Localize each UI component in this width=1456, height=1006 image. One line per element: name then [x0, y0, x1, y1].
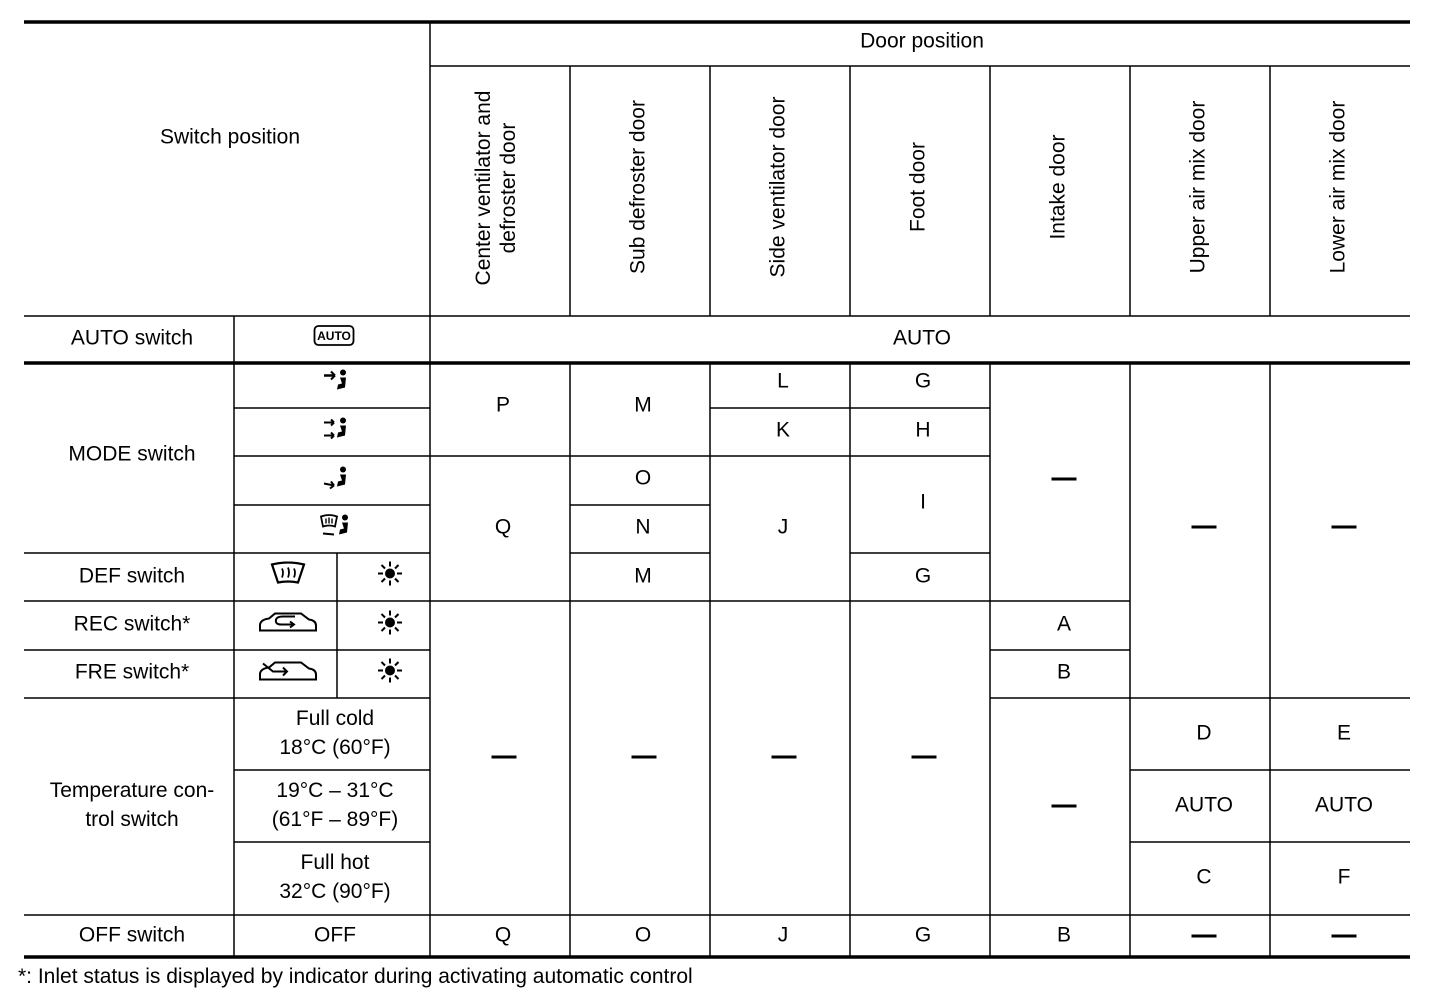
cell-sub-defroster-off: O	[634, 923, 652, 947]
cell-intake-fre: B	[1056, 660, 1072, 684]
auto-button-icon	[313, 325, 355, 352]
defroster-icon	[270, 562, 306, 591]
fre-switch-label: FRE switch*	[74, 660, 190, 684]
column-header-line: Center ventilator and	[472, 90, 495, 286]
full-cold-line: Full cold	[295, 707, 375, 730]
cell-lower-air-mix-dash	[1332, 526, 1357, 529]
cell-foot-vent: G	[914, 369, 932, 393]
cell-center-vent-off: Q	[494, 923, 512, 947]
bi-level-mode-icon	[321, 416, 351, 447]
foot-mode-icon	[321, 465, 351, 496]
recirculation-icon	[257, 611, 319, 640]
mid-temperature-line: (61°F – 89°F)	[271, 808, 399, 831]
cell-intake-rec: A	[1056, 612, 1072, 636]
cell-side-vent-vent: L	[777, 369, 789, 393]
cell-side-vent-foot-def: J	[777, 515, 789, 539]
cell-upper-air-mix-dash	[1192, 526, 1217, 529]
auto-row-value: AUTO	[893, 326, 951, 350]
footnote: *: Inlet status is displayed by indicator during activating automatic control	[18, 965, 693, 988]
cell-sub-defroster-vent-bilevel: M	[634, 393, 652, 417]
vent-mode-icon	[321, 368, 351, 399]
auto-switch-label: AUTO switch	[70, 326, 194, 350]
cell-center-vent-rec-temp-dash	[492, 756, 517, 759]
column-header-line: Foot door	[906, 142, 930, 232]
cell-intake-temp-dash	[1052, 805, 1077, 808]
rec-switch-label: REC switch*	[73, 612, 191, 636]
full-hot-line: Full hot	[300, 851, 370, 874]
cell-foot-off: G	[914, 923, 932, 947]
off-switch-sub: OFF	[314, 923, 356, 947]
cell-upper-air-mix-full-cold: D	[1196, 721, 1212, 745]
column-header-line: Intake door	[1046, 134, 1070, 240]
mid-temperature-setting	[272, 776, 399, 834]
mode-switch-label: MODE switch	[68, 442, 196, 466]
temperature-label-line: trol switch	[85, 808, 179, 831]
cell-foot-bilevel: H	[915, 418, 931, 442]
column-header-line: Upper air mix door	[1186, 100, 1210, 274]
cell-upper-air-mix-full-hot: C	[1196, 865, 1212, 889]
column-header-line: Sub defroster door	[626, 100, 650, 274]
cell-foot-rec-temp-dash	[912, 756, 937, 759]
column-header-intake-door	[1046, 134, 1071, 239]
cell-upper-air-mix-off-dash	[1192, 935, 1217, 938]
full-hot-line: 32°C (90°F)	[279, 880, 391, 903]
cell-lower-air-mix-full-hot: F	[1337, 865, 1351, 889]
switch-position-header: Switch position	[159, 125, 301, 149]
column-header-line: Lower air mix door	[1326, 100, 1350, 274]
cell-lower-air-mix-mid: AUTO	[1315, 793, 1373, 817]
column-header-upper-air-mix-door	[1186, 101, 1211, 274]
indicator-light-icon	[377, 610, 403, 641]
cell-intake-mode-dash	[1052, 478, 1077, 481]
column-header-lower-air-mix-door	[1326, 101, 1351, 274]
cell-foot-def: G	[914, 564, 932, 588]
indicator-light-icon	[377, 561, 403, 592]
cell-lower-air-mix-off-dash	[1332, 935, 1357, 938]
cell-sub-defroster-rec-temp-dash	[632, 756, 657, 759]
column-header-foot-door	[906, 142, 931, 232]
column-header-line: Side ventilator door	[766, 96, 790, 278]
mid-temperature-line: 19°C – 31°C	[276, 779, 394, 802]
defrost-foot-mode-icon	[319, 513, 353, 544]
column-header-sub-defroster-door	[626, 100, 651, 274]
auto-icon-text: AUTO	[317, 329, 351, 343]
cell-sub-defroster-defrost-foot: N	[635, 515, 651, 539]
cell-sub-defroster-foot: O	[634, 466, 652, 490]
full-cold-line: 18°C (60°F)	[279, 736, 391, 759]
cell-foot-foot-defrost: I	[920, 490, 926, 514]
temperature-label-line: Temperature con-	[49, 779, 215, 802]
cell-center-vent-vent-bilevel: P	[495, 393, 511, 417]
def-switch-label: DEF switch	[78, 564, 186, 588]
cell-sub-defroster-def: M	[634, 564, 652, 588]
cell-side-vent-bilevel: K	[775, 418, 791, 442]
cell-lower-air-mix-full-cold: E	[1336, 721, 1352, 745]
cell-upper-air-mix-mid: AUTO	[1175, 793, 1233, 817]
full-cold-setting	[279, 704, 390, 762]
column-header-line: defroster door	[497, 122, 520, 254]
cell-intake-off: B	[1056, 923, 1072, 947]
full-hot-setting	[279, 848, 390, 906]
cell-side-vent-rec-temp-dash	[772, 756, 797, 759]
indicator-light-icon	[377, 658, 403, 689]
fresh-air-icon	[257, 659, 319, 688]
temperature-control-switch-label	[50, 776, 215, 834]
off-switch-label: OFF switch	[78, 923, 186, 947]
cell-center-vent-foot-def: Q	[494, 515, 512, 539]
column-header-side-ventilator-door	[766, 97, 791, 278]
door-position-header: Door position	[860, 29, 984, 53]
column-header-center-ventilator-defroster-door	[471, 91, 521, 286]
cell-side-vent-off: J	[777, 923, 789, 947]
